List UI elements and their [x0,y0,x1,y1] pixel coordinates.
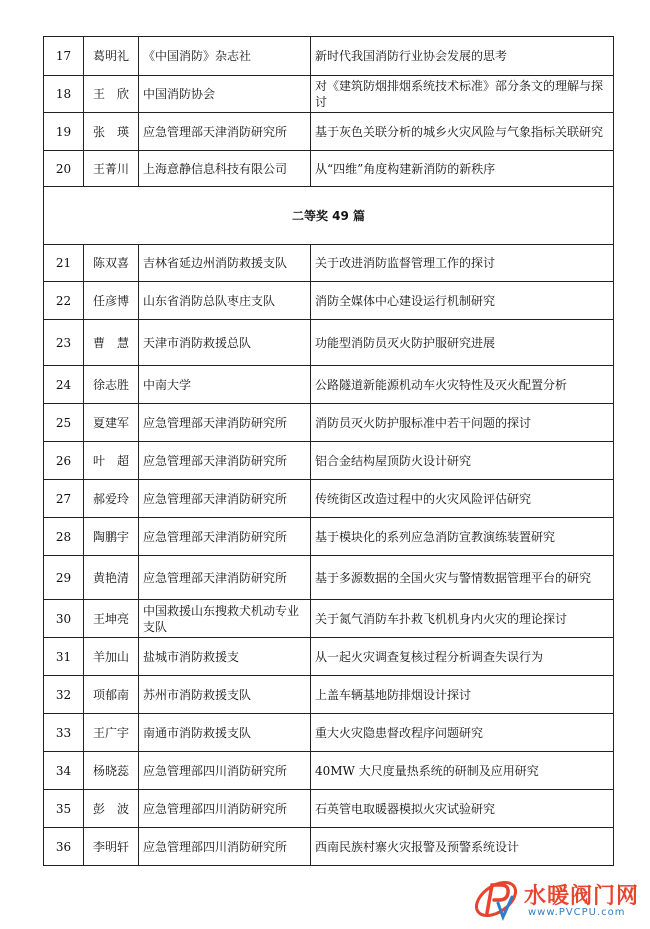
awards-table [43,36,614,866]
row-topic: 基于模块化的系列应急消防宣教演练装置研究 [311,518,614,556]
row-unit: 吉林省延边州消防救援支队 [139,245,311,282]
row-number: 32 [44,676,84,714]
table-row [44,828,614,866]
row-author: 杨晓蕊 [84,752,139,790]
row-topic: 消防员灭火防护服标准中若干问题的探讨 [311,404,614,442]
row-unit: 南通市消防救援支队 [139,714,311,752]
table-row [44,320,614,366]
row-topic: 功能型消防员灭火防护服研究进展 [311,320,614,366]
row-topic: 关于氮气消防车扑救飞机机身内火灾的理论探讨 [311,600,614,638]
row-number: 29 [44,556,84,600]
row-unit: 天津市消防救援总队 [139,320,311,366]
row-unit: 苏州市消防救援支队 [139,676,311,714]
row-number: 19 [44,113,84,151]
row-topic: 新时代我国消防行业协会发展的思考 [311,37,614,76]
table-row [44,113,614,151]
table-row [44,151,614,187]
row-author: 王广宇 [84,714,139,752]
row-author: 陶鹏宇 [84,518,139,556]
table-row [44,480,614,518]
row-number: 22 [44,282,84,320]
table-row [44,556,614,600]
row-author: 曹 慧 [84,320,139,366]
row-author: 王 欣 [84,76,139,113]
row-topic: 公路隧道新能源机动车火灾特性及灭火配置分析 [311,366,614,404]
row-topic: 从一起火灾调查复核过程分析调查失误行为 [311,638,614,676]
watermark-url: www.PVCPU.com [528,907,626,918]
row-number: 21 [44,245,84,282]
row-number: 28 [44,518,84,556]
row-number: 34 [44,752,84,790]
table-row [44,245,614,282]
row-number: 30 [44,600,84,638]
row-number: 25 [44,404,84,442]
row-author: 彭 波 [84,790,139,828]
table-row [44,790,614,828]
table-row [44,518,614,556]
row-author: 任彦博 [84,282,139,320]
row-unit: 应急管理部四川消防研究所 [139,752,311,790]
table-row [44,442,614,480]
row-unit: 应急管理部天津消防研究所 [139,480,311,518]
watermark [470,873,640,925]
row-unit: 应急管理部天津消防研究所 [139,556,311,600]
row-author: 张 瑛 [84,113,139,151]
row-topic: 铝合金结构屋顶防火设计研究 [311,442,614,480]
row-unit: 中国救援山东搜救犬机动专业支队 [139,600,311,638]
row-author: 王菁川 [84,151,139,187]
table-row [44,638,614,676]
row-number: 26 [44,442,84,480]
row-topic: 上盖车辆基地防排烟设计探讨 [311,676,614,714]
row-author: 葛明礼 [84,37,139,76]
row-number: 24 [44,366,84,404]
row-author: 夏建军 [84,404,139,442]
row-topic: 重大火灾隐患督改程序问题研究 [311,714,614,752]
section-row [44,187,614,245]
row-number: 18 [44,76,84,113]
row-topic: 传统街区改造过程中的火灾风险评估研究 [311,480,614,518]
row-author: 黄艳清 [84,556,139,600]
row-topic: 基于多源数据的全国火灾与警情数据管理平台的研究 [311,556,614,600]
row-unit: 《中国消防》杂志社 [139,37,311,76]
row-author: 羊加山 [84,638,139,676]
row-unit: 应急管理部天津消防研究所 [139,518,311,556]
row-topic: 对《建筑防烟排烟系统技术标准》部分条文的理解与探讨 [311,76,614,113]
table-row [44,676,614,714]
row-unit: 应急管理部天津消防研究所 [139,404,311,442]
row-author: 叶 超 [84,442,139,480]
row-unit: 山东省消防总队枣庄支队 [139,282,311,320]
row-unit: 中国消防协会 [139,76,311,113]
row-author: 徐志胜 [84,366,139,404]
watermark-title: 水暖阀门网 [524,884,640,909]
row-topic: 40MW 大尺度量热系统的研制及应用研究 [311,752,614,790]
row-number: 17 [44,37,84,76]
table-row [44,752,614,790]
table-row [44,600,614,638]
table-row [44,366,614,404]
row-unit: 中南大学 [139,366,311,404]
row-unit: 应急管理部四川消防研究所 [139,790,311,828]
section-title: 二等奖 49 篇 [44,187,614,245]
row-author: 项郁南 [84,676,139,714]
table-row [44,37,614,76]
table-row [44,282,614,320]
row-author: 郝爱玲 [84,480,139,518]
awards-table-body [44,37,614,866]
row-topic: 西南民族村寨火灾报警及预警系统设计 [311,828,614,866]
row-number: 33 [44,714,84,752]
row-unit: 应急管理部四川消防研究所 [139,828,311,866]
row-number: 35 [44,790,84,828]
row-number: 36 [44,828,84,866]
row-author: 王坤亮 [84,600,139,638]
row-unit: 应急管理部天津消防研究所 [139,442,311,480]
table-row [44,76,614,113]
row-number: 27 [44,480,84,518]
row-author: 陈双喜 [84,245,139,282]
row-unit: 盐城市消防救援支 [139,638,311,676]
pv-logo-icon [470,873,522,925]
table-row [44,404,614,442]
row-number: 23 [44,320,84,366]
row-number: 20 [44,151,84,187]
row-unit: 上海意静信息科技有限公司 [139,151,311,187]
row-number: 31 [44,638,84,676]
table-row [44,714,614,752]
row-topic: 基于灰色关联分析的城乡火灾风险与气象指标关联研究 [311,113,614,151]
row-topic: 关于改进消防监督管理工作的探讨 [311,245,614,282]
row-topic: 从“四维”角度构建新消防的新秩序 [311,151,614,187]
row-topic: 石英管电取暖器模拟火灾试验研究 [311,790,614,828]
row-unit: 应急管理部天津消防研究所 [139,113,311,151]
row-topic: 消防全媒体中心建设运行机制研究 [311,282,614,320]
row-author: 李明轩 [84,828,139,866]
